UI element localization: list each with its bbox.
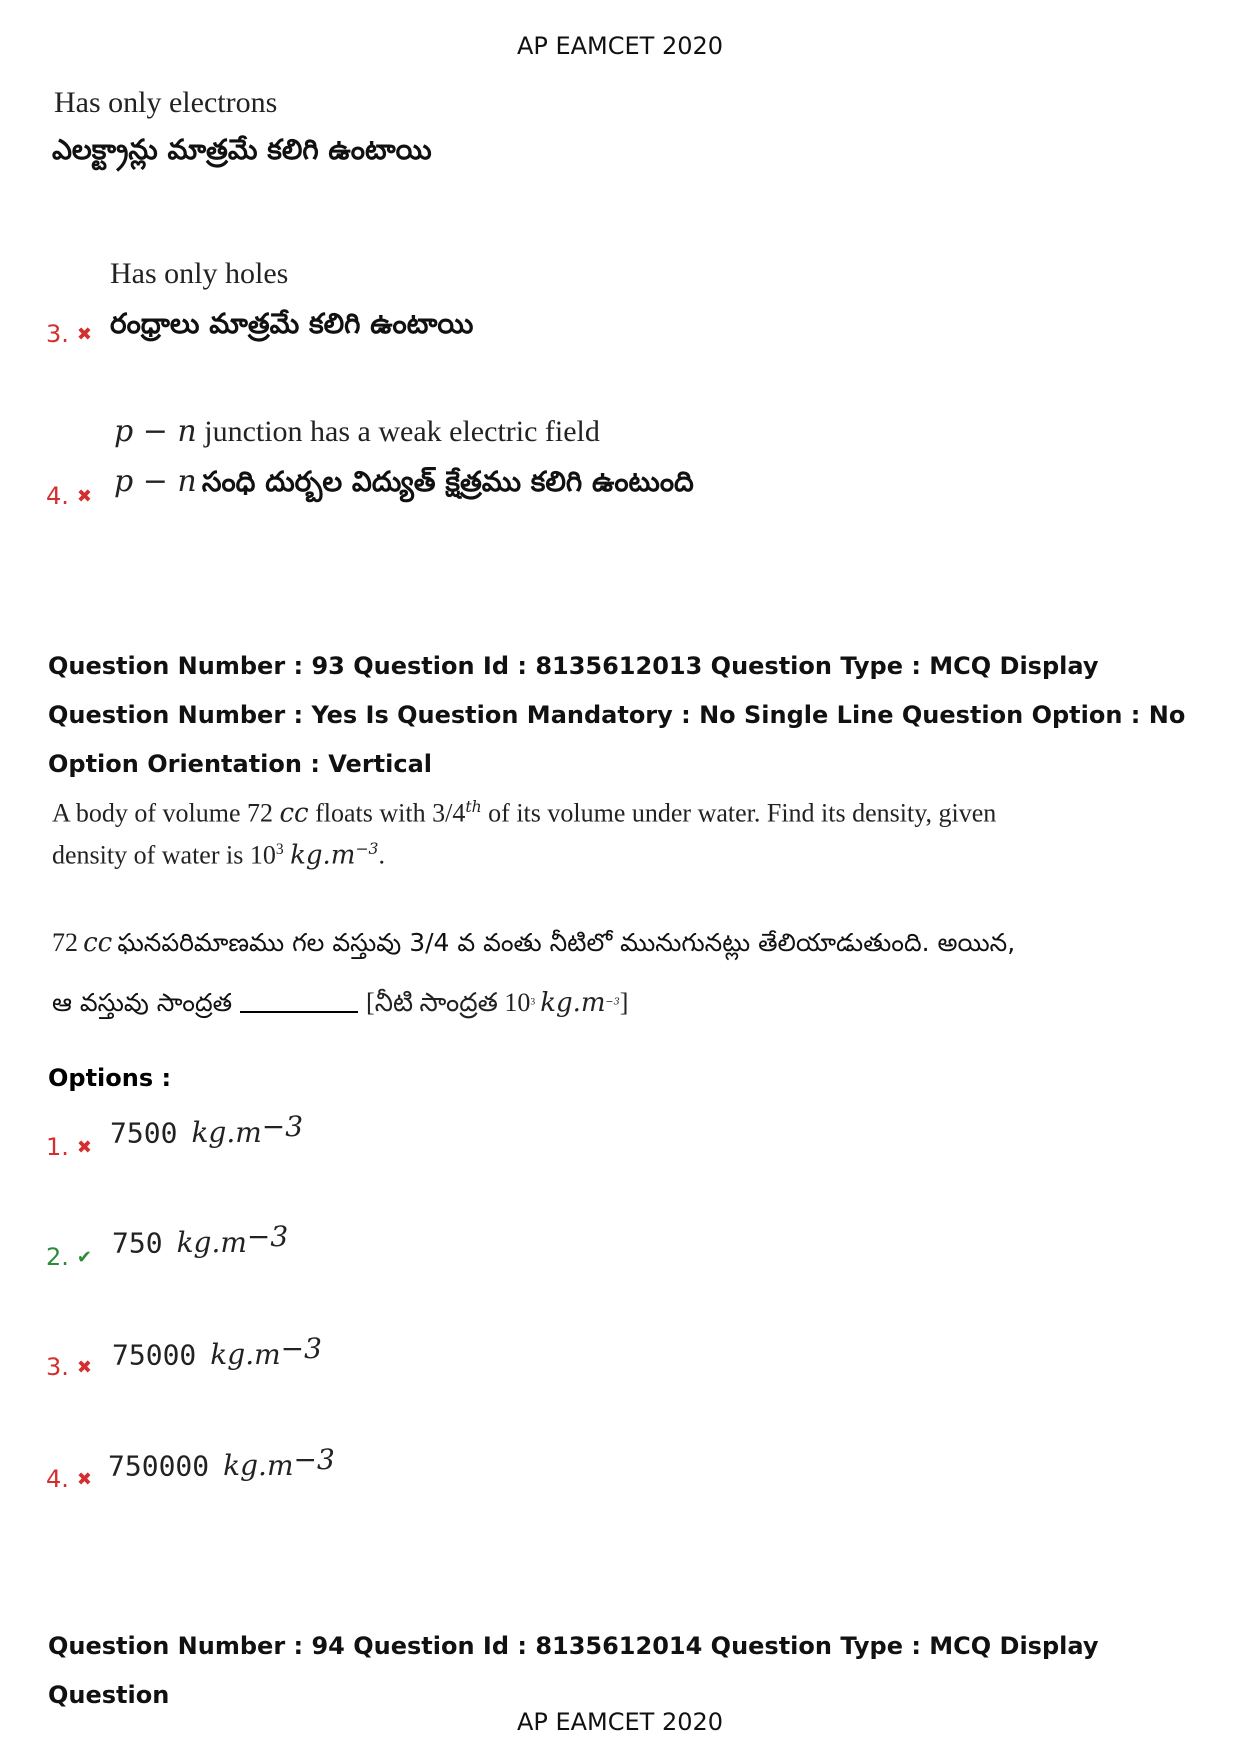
- cc-unit: cc: [83, 928, 113, 958]
- value: 750: [112, 1226, 163, 1260]
- pn-math: p − n: [114, 414, 197, 449]
- superscript: −3: [261, 1110, 304, 1143]
- prev-option-3-te: రంధ్రాలు మాత్రమే కలిగి ఉంటాయి: [110, 307, 474, 340]
- value: 7500: [110, 1116, 178, 1150]
- prev-option-3-en: Has only holes: [110, 257, 289, 290]
- option-number: 2.: [46, 1243, 69, 1271]
- option-2-marker: [46, 1243, 92, 1271]
- superscript: −3: [355, 840, 379, 858]
- option-4-marker: [46, 1465, 92, 1493]
- cross-icon: ✖: [76, 486, 92, 507]
- answer-blank: [240, 1011, 358, 1013]
- text: 72: [52, 928, 78, 957]
- check-icon: ✔: [76, 1247, 92, 1268]
- superscript: 3: [530, 996, 536, 1008]
- value: 750000: [108, 1449, 210, 1483]
- superscript: 3: [275, 841, 284, 858]
- unit: kg.m: [223, 1449, 294, 1483]
- option-4-value: [108, 1443, 335, 1482]
- options-label: Options :: [48, 1064, 172, 1092]
- question-94-meta: Question Number : 94 Question Id : 8135612014 Question Type : MCQ Display Question: [48, 1632, 1099, 1709]
- prev-option-4-en-text: junction has a weak electric field: [204, 415, 600, 448]
- cross-icon: ✖: [76, 1137, 92, 1158]
- unit: kg.m: [290, 840, 356, 871]
- option-1-marker: [46, 1133, 92, 1161]
- option-number: 3.: [46, 1353, 69, 1381]
- page-header: AP EAMCET 2020: [516, 32, 724, 60]
- option-1-value: [110, 1110, 303, 1149]
- text: .: [378, 840, 385, 870]
- option-number: 4.: [46, 482, 69, 510]
- superscript: −3: [246, 1220, 289, 1253]
- option-number: 3.: [46, 320, 69, 348]
- prev-option-4-marker: [46, 482, 92, 510]
- text: [నీటి సాంద్రత 10: [366, 988, 531, 1017]
- prev-option-4-te: [114, 464, 694, 505]
- cross-icon: ✖: [76, 1469, 92, 1490]
- text: ]: [619, 988, 629, 1017]
- unit: kg.m: [191, 1116, 262, 1150]
- option-number: 1.: [46, 1133, 69, 1161]
- option-2-value: [112, 1220, 288, 1259]
- text: A body of volume 72: [52, 798, 273, 828]
- question-93-te-line1: [52, 928, 1015, 964]
- unit: kg.m: [540, 988, 606, 1018]
- text: density of water is 10: [52, 840, 276, 870]
- pn-math: p − n: [114, 464, 197, 499]
- prev-option-3-marker: [46, 320, 92, 348]
- superscript: th: [465, 798, 482, 816]
- option-3-value: [112, 1332, 322, 1371]
- superscript: −3: [280, 1332, 322, 1365]
- cc-unit: cc: [279, 798, 309, 829]
- cross-icon: ✖: [76, 1357, 92, 1378]
- text: ఆ వస్తువు సాంద్రత: [52, 988, 233, 1017]
- superscript: −3: [605, 996, 620, 1008]
- option-top-en: Has only electrons: [54, 86, 278, 119]
- cross-icon: ✖: [76, 324, 92, 345]
- unit: kg.m: [210, 1338, 281, 1372]
- superscript: −3: [293, 1443, 335, 1476]
- prev-option-4-te-text: సంధి దుర్బల విద్యుత్ క్షేత్రము కలిగి ఉంటుంది: [201, 465, 694, 498]
- question-93-meta: Question Number : 93 Question Id : 8135612013 Question Type : MCQ Display Question Number : Yes Is Question Mandatory : No Single Line Question Option : No Option Orientation : Vertical: [48, 652, 1186, 778]
- question-93-en-line2: [52, 840, 385, 871]
- option-number: 4.: [46, 1465, 69, 1493]
- question-93-te-line2: [52, 988, 628, 1024]
- option-3-marker: [46, 1353, 92, 1381]
- prev-option-4-en: [114, 414, 600, 449]
- text: of its volume under water. Find its density, given: [488, 798, 997, 828]
- text: floats with 3/4: [315, 798, 466, 828]
- value: 75000: [112, 1338, 197, 1372]
- option-top-te: ఎలక్ట్రాన్లు మాత్రమే కలిగి ఉంటాయి: [52, 133, 432, 166]
- question-93-en-line1: [52, 798, 996, 829]
- unit: kg.m: [176, 1226, 247, 1260]
- text: ఘనపరిమాణము గల వస్తువు 3/4 వ వంతు నీటిలో మునుగునట్లు తేలియాడుతుంది. అయిన,: [117, 928, 1016, 957]
- page-footer: AP EAMCET 2020: [516, 1708, 724, 1736]
